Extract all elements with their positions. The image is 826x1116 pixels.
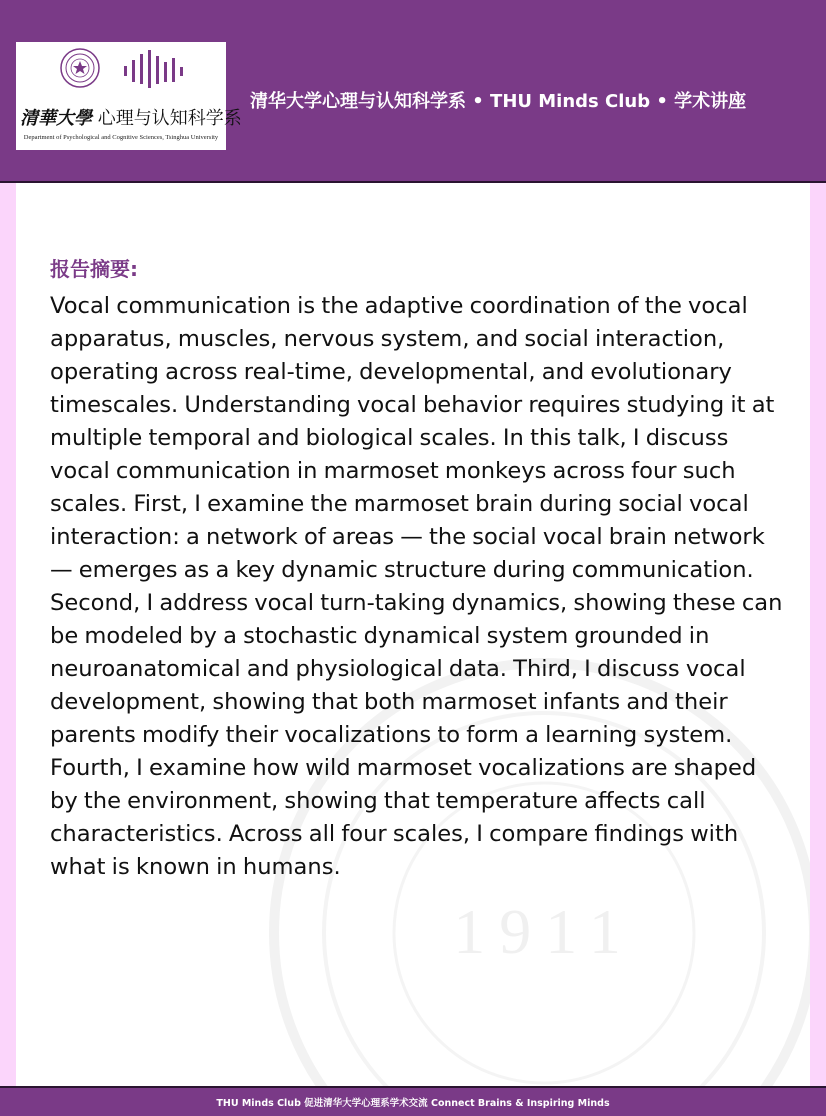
abstract-text: Vocal communication is the adaptive coordination of the vocal apparatus, muscles, nervous system, and social interaction, operating across real-time, developmental, and evolutionary timescales. Understanding vocal behavior requires studying it at multiple temporal and biological scales. In this talk, I discuss vocal communication in marmoset monkeys across four such scales. First, I examine the marmoset brain during social vocal interaction: a network of areas — the social vocal brain network — emerges as a key dynamic structure during communication. Second, I address vocal turn-taking dynamics, showing these can be modeled by a stochastic dynamical system grounded in neuroanatomical and physiological data. Third, I discuss vocal development, showing that both marmoset infants and their parents modify their vocalizations to form a learning system. Fourth, I examine how wild marmoset vocalizations are shaped by the environment, showing that temperature affects call characteristics. Across all four scales, I compare findings with what is known in humans. bbox=[50, 293, 783, 880]
logo-chinese-name bbox=[20, 104, 242, 130]
header-banner bbox=[0, 0, 826, 183]
tsinghua-seal-icon bbox=[60, 48, 100, 88]
logo-university-mark: 清華大學 bbox=[20, 108, 92, 129]
footer-bar bbox=[0, 1086, 826, 1116]
watermark-year: 1911 bbox=[453, 896, 635, 967]
abstract-heading: 报告摘要: bbox=[50, 257, 138, 281]
logo-english-name: Department of Psychological and Cognitive Sciences, Tsinghua University bbox=[23, 134, 219, 141]
banner-title: 清华大学心理与认知科学系 • THU Minds Club • 学术讲座 bbox=[250, 91, 747, 112]
content-panel bbox=[16, 183, 810, 1086]
logo-department-name: 心理与认知科学系 bbox=[97, 108, 242, 129]
footer-text: THU Minds Club 促进清华大学心理系学术交流 Connect Brains & Inspiring Minds bbox=[216, 1098, 610, 1109]
sound-wave-icon bbox=[122, 50, 184, 88]
department-logo bbox=[16, 42, 242, 150]
